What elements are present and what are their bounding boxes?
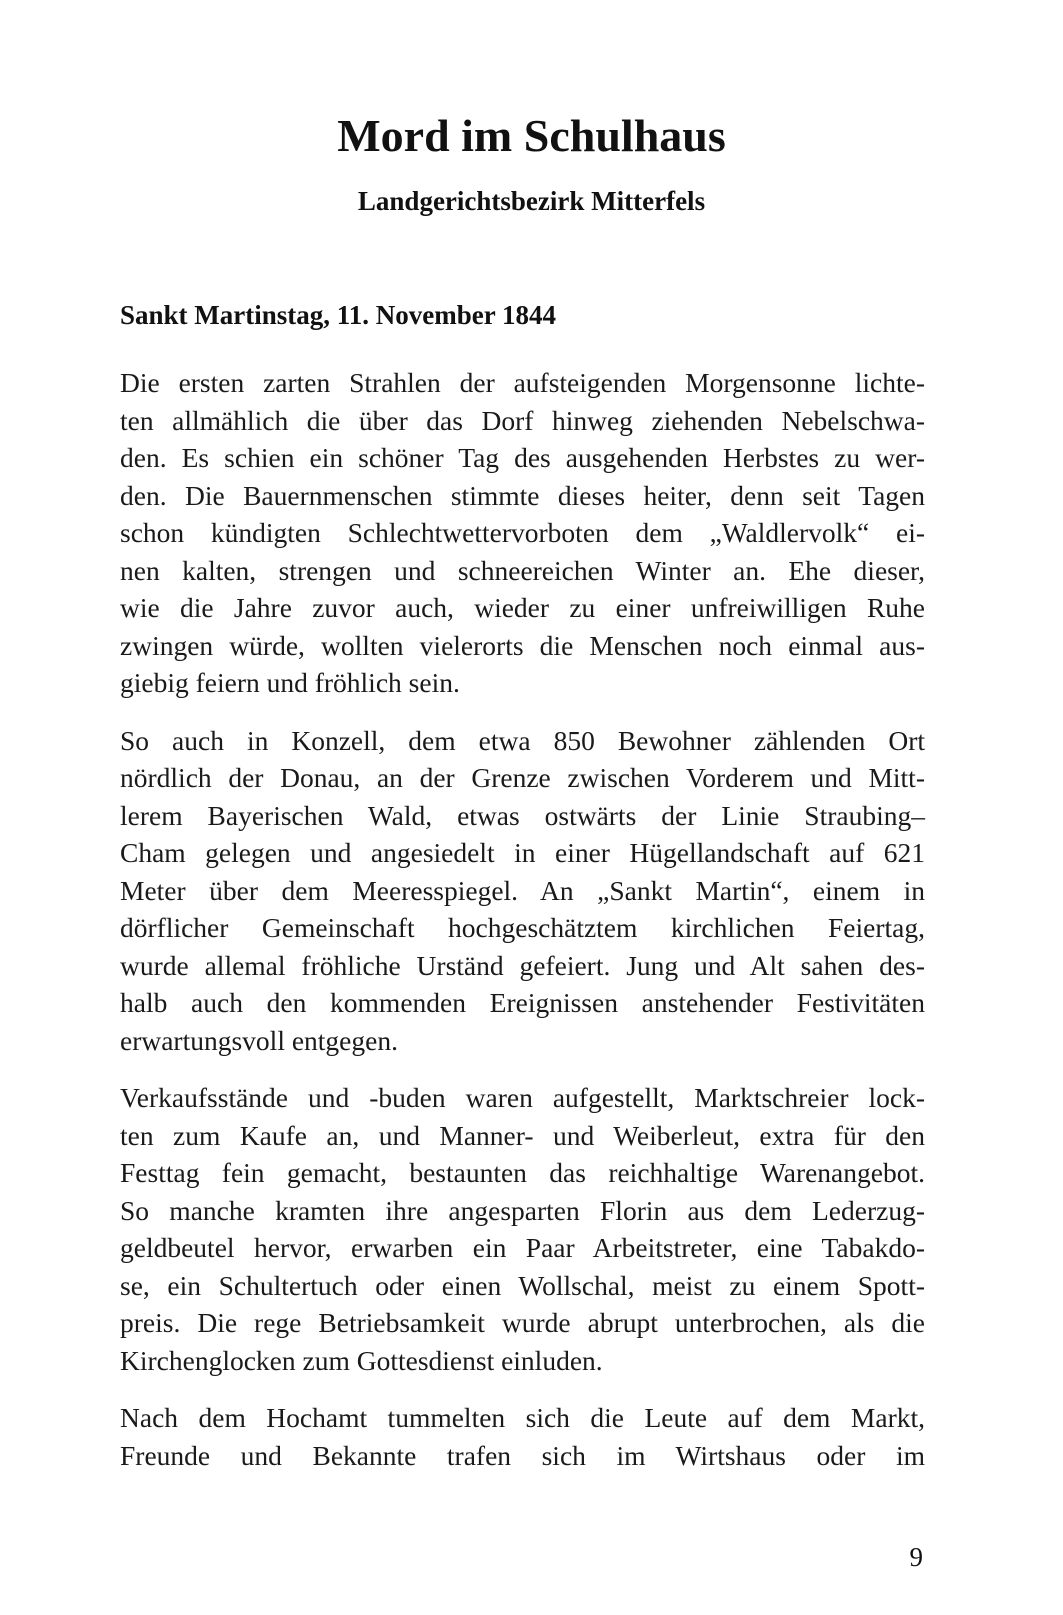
page-number: 9	[909, 1542, 923, 1572]
text-line: schon kündigten Schlechtwettervorboten dem „Waldlervolk“ ei-	[120, 517, 925, 548]
text-line: wie die Jahre zuvor auch, wieder zu einer unfreiwilligen Ruhe	[120, 592, 925, 623]
body-text	[120, 364, 925, 1494]
text-line: Cham gelegen und angesiedelt in einer Hügellandschaft auf 621	[120, 837, 925, 868]
text-line: Meter über dem Meeresspiegel. An „Sankt Martin“, einem in	[120, 874, 925, 906]
chapter-subtitle: Landgerichtsbezirk Mitterfels	[357, 186, 706, 216]
text-line: ten allmählich die über das Dorf hinweg ziehenden Nebelschwa-	[120, 404, 925, 436]
text-line: den. Es schien ein schöner Tag des ausgehenden Herbstes zu wer-	[120, 442, 925, 473]
text-line: geldbeutel hervor, erwarben ein Paar Arbeitstreter, eine Tabakdo-	[120, 1232, 925, 1263]
paragraph	[120, 1399, 925, 1474]
text-line: den. Die Bauernmenschen stimmte dieses heiter, denn seit Tagen	[120, 479, 925, 511]
text-line: preis. Die rege Betriebsamkeit wurde abrupt unterbrochen, als die	[120, 1307, 925, 1338]
text-line: So auch in Konzell, dem etwa 850 Bewohner zählenden Ort	[120, 724, 925, 756]
text-line: Festtag fein gemacht, bestaunten das reichhaltige Warenangebot.	[120, 1157, 925, 1188]
text-line: se, ein Schultertuch oder einen Wollschal, meist zu einem Spott-	[120, 1269, 925, 1301]
text-line: So manche kramten ihre angesparten Florin aus dem Lederzug-	[120, 1194, 925, 1226]
text-line: giebig feiern und fröhlich sein.	[120, 667, 460, 698]
paragraph	[120, 722, 925, 1060]
text-line: erwartungsvoll entgegen.	[120, 1024, 398, 1056]
text-line: Die ersten zarten Strahlen der aufsteigenden Morgensonne lichte-	[120, 367, 925, 398]
paragraph	[120, 364, 925, 702]
text-line: dörflicher Gemeinschaft hochgeschätztem kirchlichen Feiertag,	[120, 912, 925, 943]
text-line: zwingen würde, wollten vielerorts die Menschen noch einmal aus-	[120, 629, 925, 661]
text-line: ten zum Kaufe an, und Manner- und Weiberleut, extra für den	[120, 1119, 925, 1151]
text-line: lerem Bayerischen Wald, etwas ostwärts der Linie Straubing–	[120, 799, 925, 831]
text-line: Nach dem Hochamt tummelten sich die Leute auf dem Markt,	[120, 1402, 925, 1433]
text-line: wurde allemal fröhliche Urständ gefeiert. Jung und Alt sahen des-	[120, 949, 925, 981]
text-line: nördlich der Donau, an der Grenze zwischen Vorderem und Mitt-	[120, 762, 925, 793]
chapter-title: Mord im Schulhaus	[337, 110, 726, 161]
paragraph	[120, 1079, 925, 1379]
text-line: Freunde und Bekannte trafen sich im Wirtshaus oder im	[120, 1439, 925, 1471]
text-line: halb auch den kommenden Ereignissen anstehender Festivitäten	[120, 987, 925, 1018]
text-line: Kirchenglocken zum Gottesdienst einluden.	[120, 1344, 603, 1376]
text-line: Verkaufsstände und -buden waren aufgestellt, Marktschreier lock-	[120, 1082, 925, 1113]
section-heading: Sankt Martinstag, 11. November 1844	[120, 300, 556, 330]
text-line: nen kalten, strengen und schneereichen Winter an. Ehe dieser,	[120, 554, 925, 586]
